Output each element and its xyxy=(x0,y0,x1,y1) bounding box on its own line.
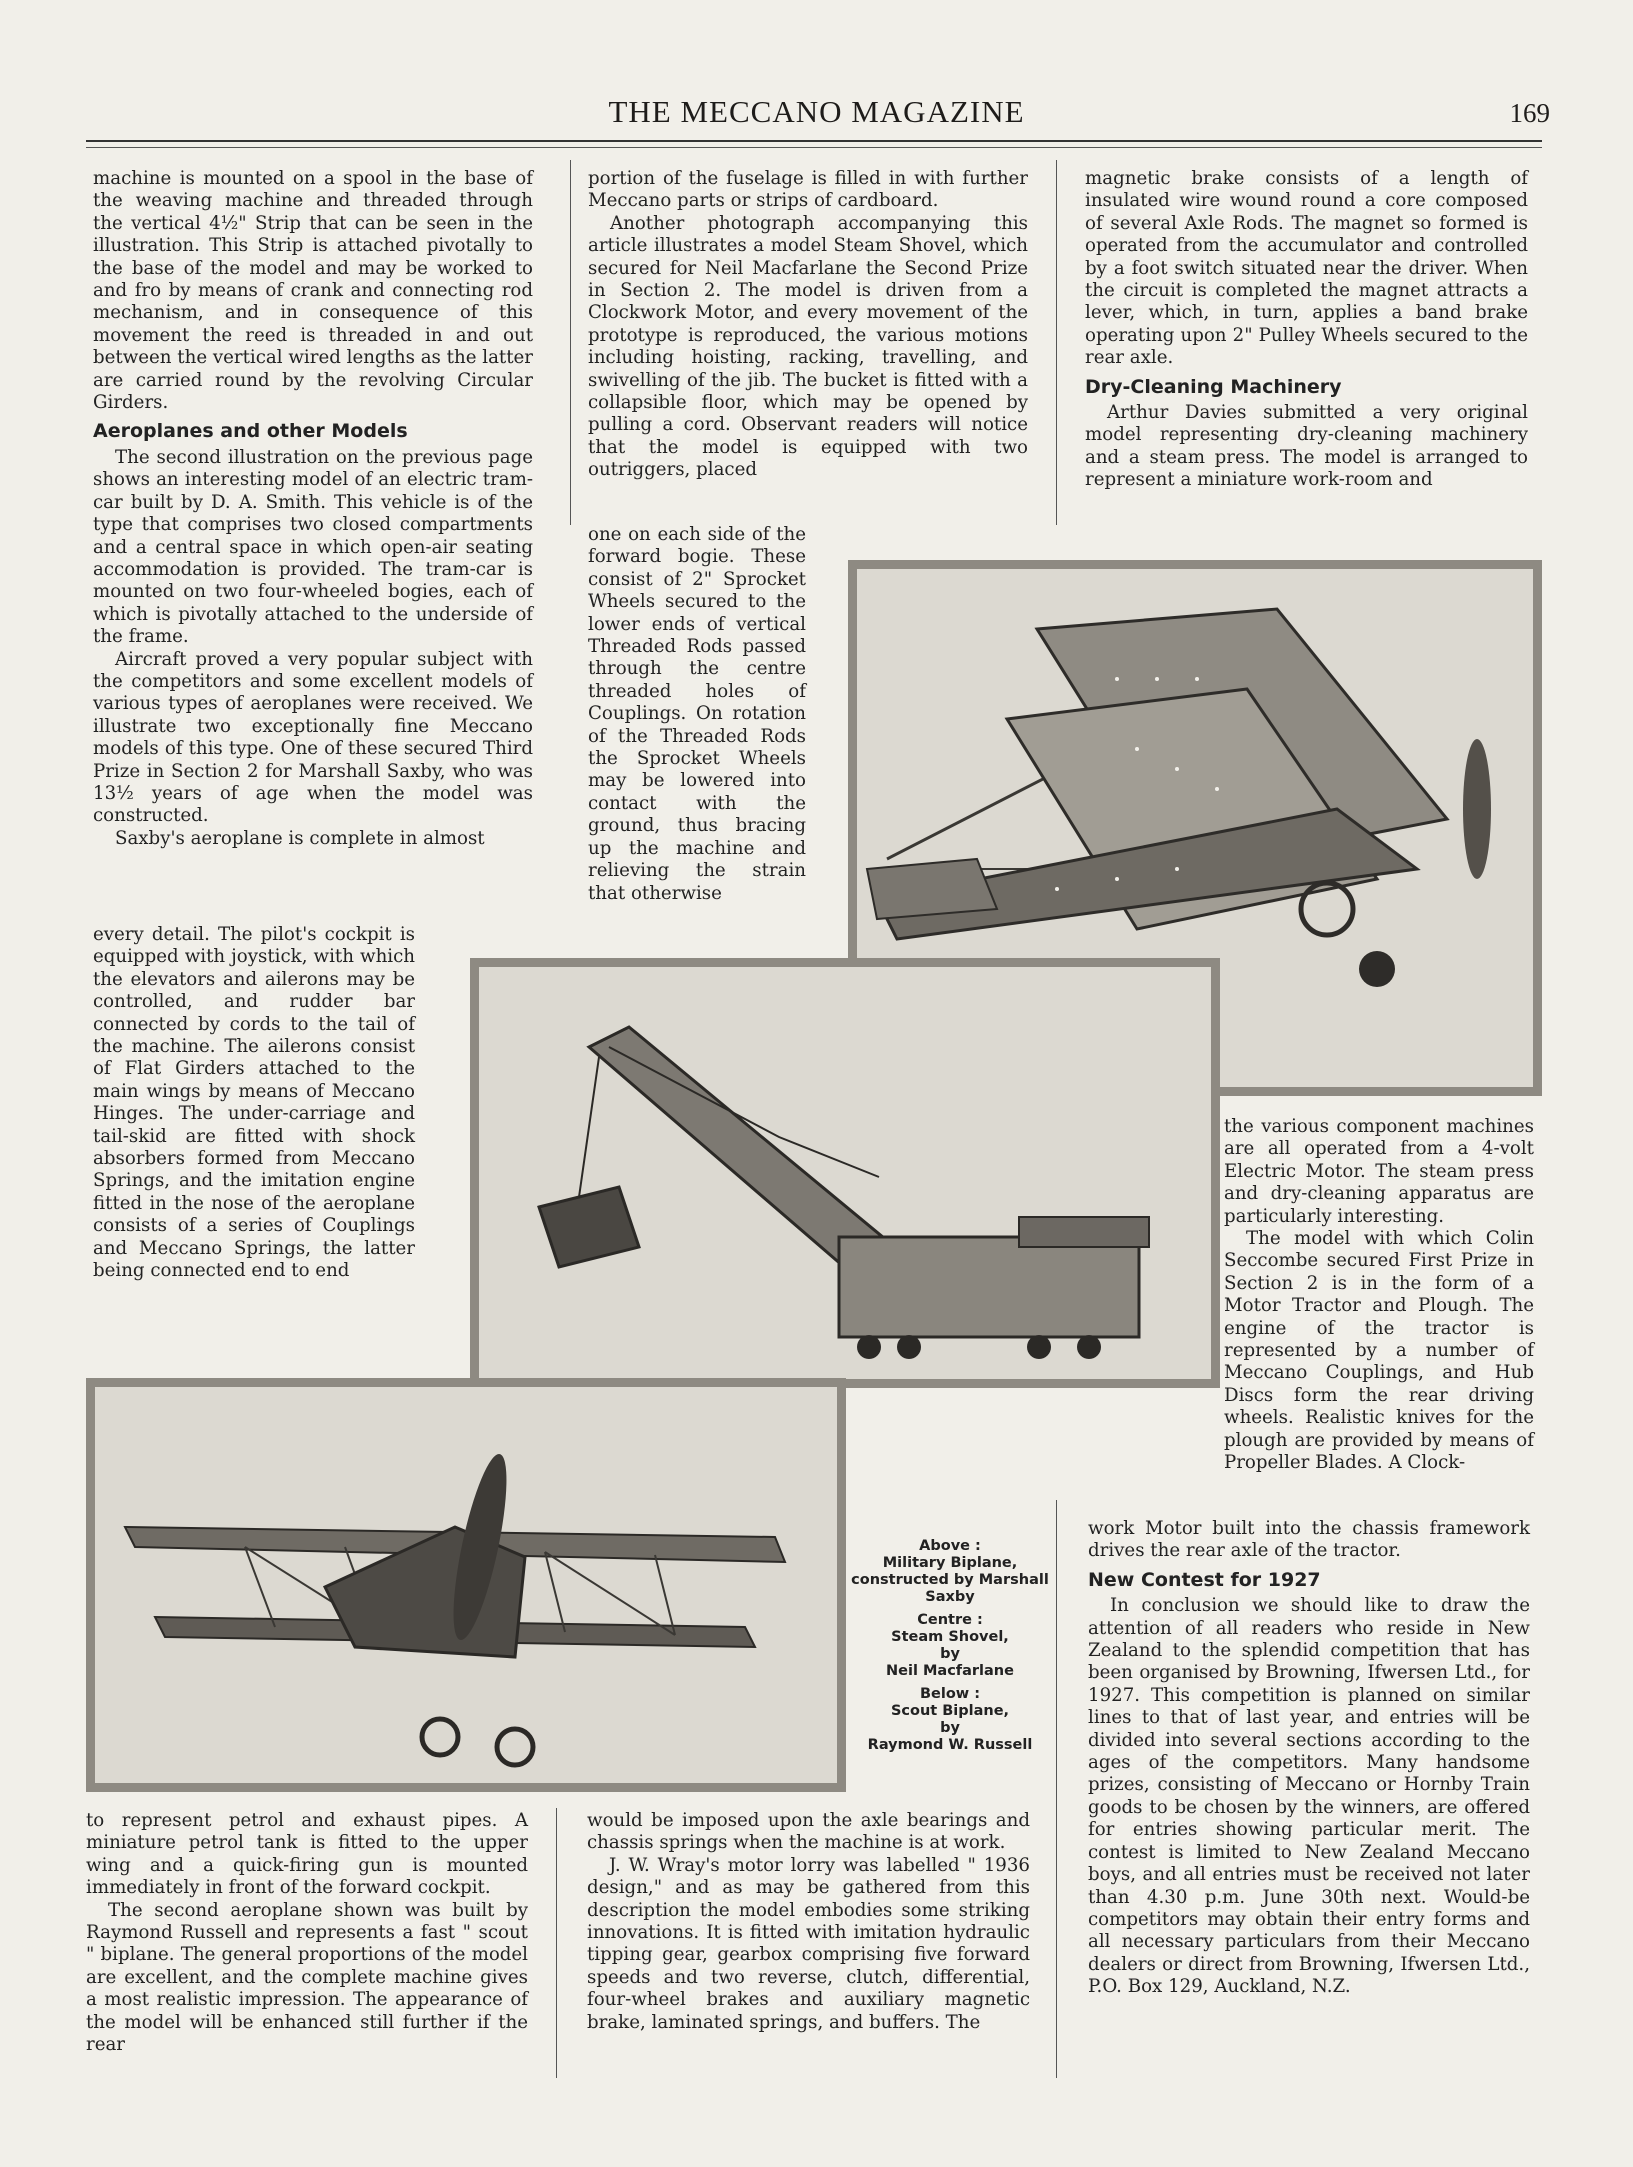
caption-centre-text: Steam Shovel, xyxy=(891,1629,1009,1645)
photo-caption xyxy=(850,1538,1050,1760)
column-divider xyxy=(570,160,571,525)
paragraph: one on each side of the forward bogie. These consist of 2" Sprocket Wheels secured to the lower ends of vertical Threaded Rods passed through the centre threaded holes of Couplings. On rotation of the Threaded Rods the Sprocket Wheels may be lowered into contact with the ground, thus bracing up the machine and relieving the strain that otherwise xyxy=(588,524,806,904)
caption-above-text: Military Biplane, constructed by Marshall Saxby xyxy=(851,1555,1049,1605)
section-heading: New Contest for 1927 xyxy=(1088,1568,1321,1591)
paragraph: magnetic brake consists of a length of insulated wire wound round a core composed of several Axle Rods. The magnet so formed is operated from the accumulator and controlled by a foot switch situated near the driver. When the circuit is completed the magnet attracts a lever, which, in turn, applies a band brake operating upon 2" Pulley Wheels secured to the rear axle. xyxy=(1085,168,1528,369)
section-heading: Aeroplanes and other Models xyxy=(93,420,408,443)
header-rule-thin xyxy=(86,147,1542,148)
caption-above-label: Above : xyxy=(919,1538,981,1554)
caption-below-name: Raymond W. Russell xyxy=(867,1737,1033,1753)
caption-below-label: Below : xyxy=(919,1686,981,1702)
photo-steam-shovel xyxy=(470,958,1220,1388)
paragraph: Saxby's aeroplane is complete in almost xyxy=(115,827,485,849)
caption-centre-by: by xyxy=(940,1646,960,1662)
column-divider xyxy=(1056,1500,1057,2078)
caption-centre-label: Centre : xyxy=(917,1612,983,1628)
caption-centre-name: Neil Macfarlane xyxy=(886,1663,1014,1679)
section-heading: Dry-Cleaning Machinery xyxy=(1085,375,1342,398)
photo-scout-biplane xyxy=(86,1378,846,1792)
caption-below-text: Scout Biplane, xyxy=(890,1703,1010,1719)
paragraph: portion of the fuselage is filled in with further Meccano parts or strips of cardboard. xyxy=(588,168,1028,212)
column-divider xyxy=(1056,160,1057,525)
paragraph: Aircraft proved a very popular subject with the competitors and some excellent models of various types of aeroplanes were received. We illustrate two exceptionally fine Meccano models of this type. One of these secured Third Prize in Section 2 for Marshall Saxby, who was 13½ years of age when the model was constructed. xyxy=(93,648,533,827)
paragraph: Another photograph accompanying this article illustrates a model Steam Shovel, which secured for Neil Macfarlane the Second Prize in Section 2. The model is driven from a Clockwork Motor, and every movement of the prototype is reproduced, the various motions including hoisting, racking, travelling, and swivelling of the jib. The bucket is fitted with a collapsible floor, which may be opened by pulling a cord. Observant readers will notice that the model is equipped with two outriggers, placed xyxy=(588,212,1028,481)
paragraph: Arthur Davies submitted a very original model representing dry-cleaning machinery and a steam press. The model is arranged to represent a miniature work-room and xyxy=(1085,402,1528,491)
paragraph: the various component machines are all operated from a 4-volt Electric Motor. The steam press and dry-cleaning apparatus are particularly interesting. xyxy=(1224,1116,1534,1227)
paragraph: to represent petrol and exhaust pipes. A miniature petrol tank is fitted to the upper wing and a quick-firing gun is mounted immediately in front of the forward cockpit. xyxy=(86,1810,528,1899)
column-1-narrow xyxy=(93,924,415,1283)
column-1-top xyxy=(93,168,533,850)
paragraph: machine is mounted on a spool in the base of the weaving machine and threaded through the vertical 4½" Strip that can be seen in the illustration. This Strip is attached pivotally to the base of the model and may be worked to and fro by means of crank and connecting rod mechanism, and in consequence of this movement the reed is threaded in and out between the vertical wired lengths as the latter are carried round by the revolving Circular Girders. xyxy=(93,168,533,414)
page-number: 169 xyxy=(1509,98,1550,128)
column-1-bottom xyxy=(86,1810,528,2056)
column-2-top xyxy=(588,168,1028,482)
paragraph: J. W. Wray's motor lorry was labelled " 1936 design," and as may be gathered from this description the model embodies some striking innovations. It is fitted with imitation hydraulic tipping gear, gearbox comprising five forward speeds and two reverse, clutch, differential, four-wheel brakes and auxiliary magnetic brake, laminated springs, and buffers. The xyxy=(587,1854,1030,2033)
column-2-narrow xyxy=(588,524,806,905)
column-3-bottom xyxy=(1088,1518,1530,1999)
magazine-title: THE MECCANO MAGAZINE xyxy=(608,94,1025,129)
paragraph: work Motor built into the chassis framework drives the rear axle of the tractor. xyxy=(1088,1518,1530,1562)
scout-biplane-illustration xyxy=(95,1387,837,1783)
paragraph: The second illustration on the previous page shows an interesting model of an electric tram-car built by D. A. Smith. This vehicle is of the type that comprises two closed compartments and a central space in which open-air seating accommodation is provided. The tram-car is mounted on two four-wheeled bogies, each of which is pivotally attached to the underside of the frame. xyxy=(93,446,533,648)
paragraph: The second aeroplane shown was built by Raymond Russell and represents a fast " scout " biplane. The general proportions of the model are excellent, and the complete machine gives a most realistic impression. The appearance of the model will be enhanced still further if the rear xyxy=(86,1899,528,2056)
paragraph: would be imposed upon the axle bearings and chassis springs when the machine is at work. xyxy=(587,1810,1030,1854)
caption-below-by: by xyxy=(940,1720,960,1736)
header-rule xyxy=(86,140,1542,142)
paragraph: The model with which Colin Seccombe secured First Prize in Section 2 is in the form of a Motor Tractor and Plough. The engine of the tractor is represented by a number of Meccano Couplings, and Hub Discs form the rear driving wheels. Realistic knives for the plough are provided by means of Propeller Blades. A Clock- xyxy=(1224,1228,1534,1474)
steam-shovel-illustration xyxy=(479,967,1211,1379)
column-divider xyxy=(556,1808,557,2078)
paragraph: In conclusion we should like to draw the attention of all readers who reside in New Zealand to the splendid competition that has been organised by Browning, Ifwersen Ltd., for 1927. This competition is planned on similar lines to that of last year, and entries will be divided into several sections according to the ages of the competitors. Many handsome prizes, consisting of Meccano or Hornby Train goods to be chosen by the winners, are offered for entries showing particular merit. The contest is limited to New Zealand Meccano boys, and all entries must be received not later than 4.30 p.m. June 30th next. Would-be competitors may obtain their entry forms and all necessary particulars from their Meccano dealers or direct from Browning, Ifwersen Ltd., P.O. Box 129, Auckland, N.Z. xyxy=(1088,1595,1530,1998)
column-3-top xyxy=(1085,168,1528,492)
paragraph: every detail. The pilot's cockpit is equipped with joystick, with which the elevators and ailerons may be controlled, and rudder bar connected by cords to the tail of the machine. The ailerons consist of Flat Girders attached to the main wings by means of Meccano Hinges. The under-carriage and tail-skid are fitted with shock absorbers formed from Meccano Springs, and the imitation engine fitted in the nose of the aeroplane consists of a series of Couplings and Meccano Springs, the latter being connected end to end xyxy=(93,924,415,1282)
column-3-narrow xyxy=(1224,1116,1534,1475)
column-2-bottom xyxy=(587,1810,1030,2034)
